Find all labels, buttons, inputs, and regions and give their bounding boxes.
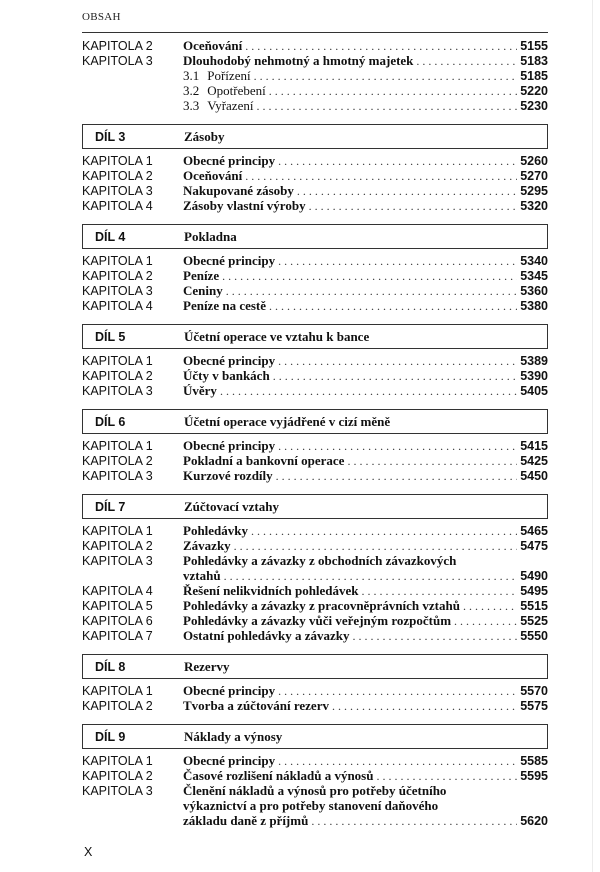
part-label: DÍL 9: [95, 729, 126, 744]
chapter-label: KAPITOLA 1: [82, 684, 153, 698]
toc-entry[interactable]: [82, 628, 548, 643]
toc-entry-continuation[interactable]: [82, 568, 548, 583]
chapter-title-wrap: [183, 53, 520, 69]
page-number: 5389: [520, 354, 548, 368]
dot-leader: [416, 54, 517, 69]
chapter-title: Tvorba a zúčtování rezerv: [183, 698, 329, 713]
toc-subentry[interactable]: [82, 98, 548, 113]
page-number: 5360: [520, 284, 548, 298]
subsection-number: 3.3: [183, 98, 200, 113]
page-number: 5575: [520, 699, 548, 713]
page-number: 5295: [520, 184, 548, 198]
dot-leader: [297, 184, 517, 199]
chapter-title: Členění nákladů a výnosů pro potřeby účetního: [183, 783, 447, 798]
toc-entry-continuation[interactable]: [82, 798, 548, 813]
page-number: 5570: [520, 684, 548, 698]
chapter-title-continuation: základu daně z příjmů: [183, 813, 309, 828]
chapter-title: Oceňování: [183, 38, 243, 53]
toc-entry[interactable]: [82, 538, 548, 553]
page-number: 5390: [520, 369, 548, 383]
page-number: 5185: [520, 69, 548, 83]
chapter-label: KAPITOLA 7: [82, 629, 153, 643]
part-label: DÍL 5: [95, 329, 126, 344]
part-title: Rezervy: [184, 658, 230, 674]
header-rule: [82, 32, 548, 33]
subsection-title: Vyřazení: [207, 98, 254, 113]
subsection-title-wrap: [183, 83, 520, 99]
toc-entry[interactable]: [82, 198, 548, 213]
dot-leader: [276, 469, 518, 484]
chapter-label: KAPITOLA 3: [82, 54, 153, 68]
chapter-title: Peníze: [183, 268, 220, 283]
dot-leader: [256, 99, 517, 114]
chapter-label: KAPITOLA 2: [82, 539, 153, 553]
toc-entry[interactable]: [82, 53, 548, 68]
folio-page-number: X: [84, 845, 93, 859]
dot-leader: [245, 169, 517, 184]
chapter-title-continuation: vztahů: [183, 568, 221, 583]
part-heading-dil-4[interactable]: [82, 224, 548, 249]
running-head: OBSAH: [82, 11, 121, 23]
chapter-title: Dlouhodobý nehmotný a hmotný majetek: [183, 53, 414, 68]
page-number: 5585: [520, 754, 548, 768]
part-heading-dil-7[interactable]: [82, 494, 548, 519]
chapter-label: KAPITOLA 2: [82, 39, 153, 53]
dot-leader: [463, 599, 517, 614]
dot-leader: [269, 84, 517, 99]
dot-leader: [269, 299, 517, 314]
page-number: 5380: [520, 299, 548, 313]
chapter-title: Časové rozlišení nákladů a výnosů: [183, 768, 374, 783]
toc-entry[interactable]: [82, 683, 548, 698]
part-label: DÍL 4: [95, 229, 126, 244]
page-number: 5450: [520, 469, 548, 483]
page-edge: [592, 0, 593, 872]
chapter-label: KAPITOLA 4: [82, 199, 153, 213]
chapter-label: KAPITOLA 5: [82, 599, 153, 613]
table-of-contents: [82, 38, 548, 828]
page-number: 5260: [520, 154, 548, 168]
toc-entry[interactable]: [82, 268, 548, 283]
dot-leader: [376, 769, 517, 784]
toc-subentry[interactable]: [82, 83, 548, 98]
chapter-label: KAPITOLA 1: [82, 154, 153, 168]
toc-entry[interactable]: [82, 253, 548, 268]
chapter-title: Úvěry: [183, 383, 217, 398]
page-number: 5495: [520, 584, 548, 598]
dot-leader: [278, 154, 517, 169]
dot-leader: [226, 284, 517, 299]
chapter-title: Obecné principy: [183, 683, 276, 698]
toc-entry[interactable]: [82, 598, 548, 613]
part-label: DÍL 3: [95, 129, 126, 144]
chapter-title: Zásoby vlastní výroby: [183, 198, 306, 213]
toc-entry-continuation[interactable]: [82, 813, 548, 828]
page-number: 5465: [520, 524, 548, 538]
chapter-title: Obecné principy: [183, 353, 276, 368]
toc-entry[interactable]: [82, 468, 548, 483]
part-title: Pokladna: [184, 228, 237, 244]
chapter-label: KAPITOLA 1: [82, 354, 153, 368]
dot-leader: [234, 539, 518, 554]
page-number: 5490: [520, 569, 548, 583]
chapter-title: Pohledávky: [183, 523, 249, 538]
page-number: 5595: [520, 769, 548, 783]
chapter-title: Kurzové rozdíly: [183, 468, 273, 483]
page-number: 5340: [520, 254, 548, 268]
page-number: 5550: [520, 629, 548, 643]
part-label: DÍL 6: [95, 414, 126, 429]
chapter-title: Nakupované zásoby: [183, 183, 294, 198]
chapter-label: KAPITOLA 2: [82, 769, 153, 783]
chapter-title: Účty v bankách: [183, 368, 270, 383]
dot-leader: [278, 754, 517, 769]
dot-leader: [254, 69, 518, 84]
chapter-label: KAPITOLA 2: [82, 169, 153, 183]
part-title: Náklady a výnosy: [184, 728, 283, 744]
page-number: 5220: [520, 84, 548, 98]
page-number: 5525: [520, 614, 548, 628]
toc-entry[interactable]: [82, 783, 548, 798]
part-heading-dil-8[interactable]: [82, 654, 548, 679]
subsection-number: 3.1: [183, 68, 200, 83]
chapter-label: KAPITOLA 3: [82, 284, 153, 298]
page-number: 5230: [520, 99, 548, 113]
chapter-title: Pohledávky a závazky z pracovněprávních vztahů: [183, 598, 460, 613]
toc-entry[interactable]: [82, 383, 548, 398]
part-title: Účetní operace vyjádřené v cizí měně: [184, 413, 391, 429]
dot-leader: [309, 199, 518, 214]
dot-leader: [278, 354, 517, 369]
page-number: 5515: [520, 599, 548, 613]
toc-entry[interactable]: [82, 183, 548, 198]
toc-entry[interactable]: [82, 283, 548, 298]
chapter-label: KAPITOLA 6: [82, 614, 153, 628]
dot-leader: [245, 39, 517, 54]
page-number: 5405: [520, 384, 548, 398]
chapter-title: Oceňování: [183, 168, 243, 183]
part-label: DÍL 7: [95, 499, 126, 514]
chapter-label: KAPITOLA 2: [82, 269, 153, 283]
dot-leader: [251, 524, 517, 539]
chapter-label: KAPITOLA 4: [82, 299, 153, 313]
part-heading-dil-5[interactable]: [82, 324, 548, 349]
toc-entry[interactable]: [82, 523, 548, 538]
toc-entry[interactable]: [82, 353, 548, 368]
toc-entry[interactable]: [82, 753, 548, 768]
page-number: 5183: [520, 54, 548, 68]
chapter-title: Pokladní a bankovní operace: [183, 453, 345, 468]
part-heading-dil-3[interactable]: [82, 124, 548, 149]
chapter-label: KAPITOLA 3: [82, 784, 153, 798]
toc-entry[interactable]: [82, 583, 548, 598]
chapter-label: KAPITOLA 3: [82, 554, 153, 568]
subsection-title: Pořízení: [207, 68, 251, 83]
toc-entry[interactable]: [82, 38, 548, 53]
page-number: 5620: [520, 814, 548, 828]
chapter-label: KAPITOLA 1: [82, 524, 153, 538]
chapter-title: Řešení nelikvidních pohledávek: [183, 583, 359, 598]
dot-leader: [311, 814, 517, 829]
subsection-title-wrap: [183, 98, 520, 114]
subsection-number: 3.2: [183, 83, 200, 98]
page-number: 5415: [520, 439, 548, 453]
dot-leader: [362, 584, 518, 599]
page-number: 5425: [520, 454, 548, 468]
chapter-title: Obecné principy: [183, 253, 276, 268]
page-number: 5270: [520, 169, 548, 183]
chapter-title-continuation: výkaznictví a pro potřeby stanovení daňového: [183, 798, 439, 813]
dot-leader: [224, 569, 518, 584]
part-heading-dil-9[interactable]: [82, 724, 548, 749]
page-number: 5155: [520, 39, 548, 53]
chapter-label: KAPITOLA 3: [82, 469, 153, 483]
dot-leader: [278, 684, 517, 699]
dot-leader: [278, 254, 517, 269]
toc-entry[interactable]: [82, 153, 548, 168]
toc-entry[interactable]: [82, 368, 548, 383]
dot-leader: [278, 439, 517, 454]
chapter-label: KAPITOLA 1: [82, 439, 153, 453]
dot-leader: [220, 384, 517, 399]
chapter-label: KAPITOLA 1: [82, 254, 153, 268]
chapter-label: KAPITOLA 3: [82, 384, 153, 398]
chapter-title: Ceniny: [183, 283, 223, 298]
toc-entry[interactable]: [82, 453, 548, 468]
dot-leader: [347, 454, 517, 469]
part-title: Zúčtovací vztahy: [184, 498, 279, 514]
part-title: Účetní operace ve vztahu k bance: [184, 328, 370, 344]
chapter-label: KAPITOLA 3: [82, 184, 153, 198]
chapter-title: Obecné principy: [183, 153, 276, 168]
chapter-title: Peníze na cestě: [183, 298, 267, 313]
chapter-title: Obecné principy: [183, 753, 276, 768]
page-number: 5345: [520, 269, 548, 283]
chapter-title: Závazky: [183, 538, 231, 553]
page-number: 5475: [520, 539, 548, 553]
toc-entry[interactable]: [82, 553, 548, 568]
toc-entry[interactable]: [82, 768, 548, 783]
subsection-title-wrap: [183, 68, 520, 84]
chapter-title-wrap: [183, 38, 520, 54]
part-heading-dil-6[interactable]: [82, 409, 548, 434]
chapter-label: KAPITOLA 2: [82, 699, 153, 713]
part-title: Zásoby: [184, 128, 225, 144]
toc-subentry[interactable]: [82, 68, 548, 83]
toc-entry[interactable]: [82, 613, 548, 628]
chapter-label: KAPITOLA 2: [82, 369, 153, 383]
dot-leader: [332, 699, 517, 714]
dot-leader: [273, 369, 518, 384]
chapter-label: KAPITOLA 4: [82, 584, 153, 598]
dot-leader: [353, 629, 518, 644]
chapter-title: Pohledávky a závazky z obchodních závazkových: [183, 553, 457, 568]
chapter-title: Pohledávky a závazky vůči veřejným rozpočtům: [183, 613, 452, 628]
chapter-label: KAPITOLA 2: [82, 454, 153, 468]
part-label: DÍL 8: [95, 659, 126, 674]
chapter-title: Obecné principy: [183, 438, 276, 453]
toc-entry[interactable]: [82, 698, 548, 713]
toc-entry[interactable]: [82, 168, 548, 183]
subsection-title: Opotřebení: [207, 83, 266, 98]
dot-leader: [222, 269, 517, 284]
dot-leader: [454, 614, 517, 629]
page-number: 5320: [520, 199, 548, 213]
toc-entry[interactable]: [82, 298, 548, 313]
chapter-title: Ostatní pohledávky a závazky: [183, 628, 350, 643]
chapter-label: KAPITOLA 1: [82, 754, 153, 768]
toc-entry[interactable]: [82, 438, 548, 453]
